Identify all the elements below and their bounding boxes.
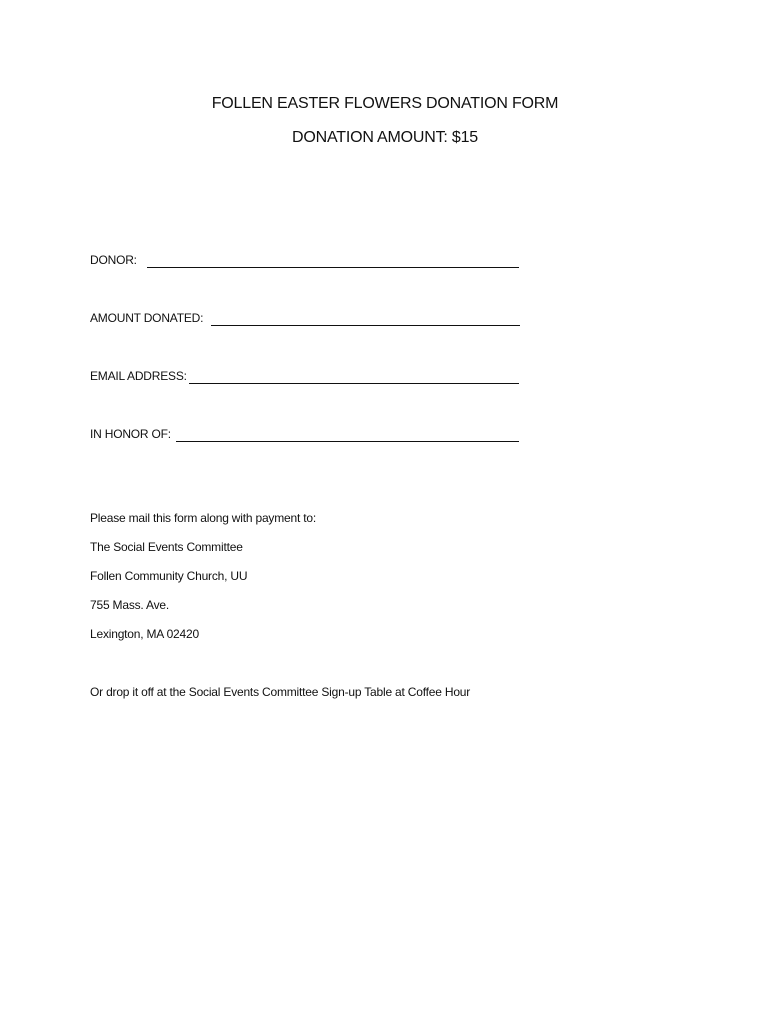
address-line-church: Follen Community Church, UU [90, 569, 248, 583]
donor-blank-line[interactable] [147, 253, 519, 268]
donor-label: DONOR: [90, 253, 137, 267]
in-honor-of-field[interactable] [90, 422, 519, 442]
in-honor-of-blank-line[interactable] [176, 427, 519, 442]
amount-donated-field[interactable] [90, 306, 520, 326]
email-address-blank-line[interactable] [189, 369, 519, 384]
donor-field[interactable] [90, 248, 519, 268]
email-address-field[interactable] [90, 364, 519, 384]
mail-instructions: Please mail this form along with payment to: [90, 511, 316, 525]
address-line-committee: The Social Events Committee [90, 540, 243, 554]
address-line-street: 755 Mass. Ave. [90, 598, 170, 612]
in-honor-of-label: IN HONOR OF: [90, 427, 171, 441]
form-title: FOLLEN EASTER FLOWERS DONATION FORM [211, 95, 559, 112]
amount-donated-blank-line[interactable] [211, 311, 520, 326]
email-address-label: EMAIL ADDRESS: [90, 369, 187, 383]
address-line-city: Lexington, MA 02420 [90, 627, 199, 641]
amount-donated-label: AMOUNT DONATED: [90, 311, 204, 325]
donation-amount-heading: DONATION AMOUNT: $15 [292, 129, 478, 146]
dropoff-instructions: Or drop it off at the Social Events Committee Sign-up Table at Coffee Hour [90, 685, 471, 699]
